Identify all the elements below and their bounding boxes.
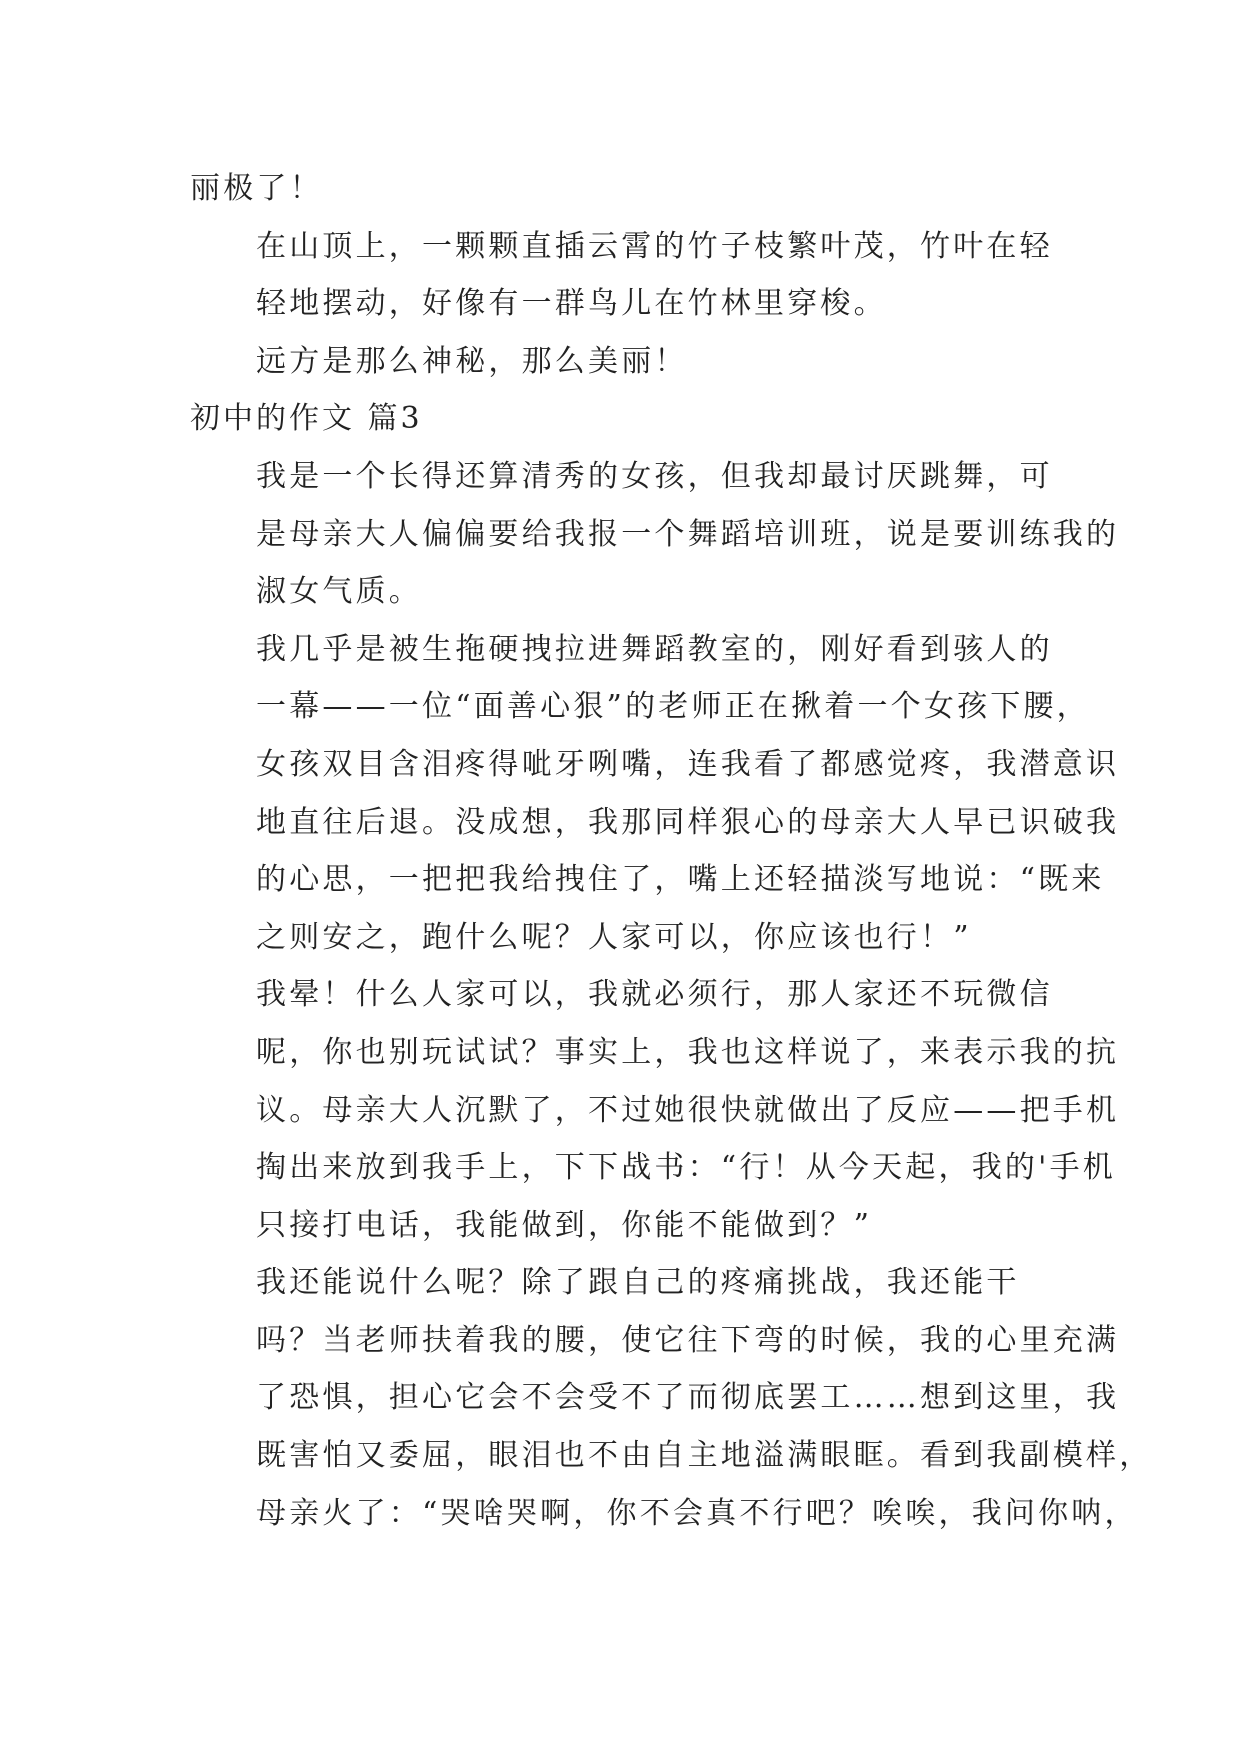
- text-line: 之则安之，跑什么呢？人家可以，你应该也行！”: [256, 919, 972, 955]
- text-line: 一幕——一位“面善心狠”的老师正在揪着一个女孩下腰，: [256, 689, 1090, 725]
- text-line: 母亲火了：“哭啥哭啊，你不会真不行吧？唉唉，我问你呐，: [256, 1495, 1138, 1531]
- text-line: 的心思，一把把我给拽住了，嘴上还轻描淡写地说：“既来: [256, 862, 1105, 898]
- paragraph: [190, 966, 1120, 1254]
- text-line: 丽极了！: [190, 171, 323, 206]
- paragraph: [190, 333, 1050, 391]
- text-line: 了恐惧，担心它会不会受不了而彻底罢工……想到这里，我: [256, 1380, 1120, 1416]
- text-line: 议。母亲大人沉默了，不过她很快就做出了反应——把手机: [256, 1092, 1120, 1128]
- text-line: 淑女气质。: [256, 574, 422, 610]
- paragraph: [190, 448, 1120, 621]
- text-line: 只接打电话，我能做到，你能不能做到？”: [256, 1207, 873, 1243]
- text-line: 我晕！什么人家可以，我就必须行，那人家还不玩微信: [256, 977, 1053, 1013]
- text-line: 呢，你也别玩试试？事实上，我也这样说了，来表示我的抗: [256, 1034, 1120, 1070]
- text-line: 是母亲大人偏偏要给我报一个舞蹈培训班，说是要训练我的: [256, 516, 1120, 552]
- paragraph: [190, 218, 1053, 333]
- text-line: 我几乎是被生拖硬拽拉进舞蹈教室的，刚好看到骇人的: [256, 631, 1053, 667]
- text-line: 轻地摆动，好像有一群鸟儿在竹林里穿梭。: [256, 286, 887, 322]
- text-line: 既害怕又委屈，眼泪也不由自主地溢满眼眶。看到我副模样，: [256, 1438, 1153, 1474]
- paragraph: [190, 1254, 1153, 1542]
- text-line: 地直往后退。没成想，我那同样狠心的母亲大人早已识破我: [256, 804, 1120, 840]
- paragraph: [190, 160, 1050, 218]
- text-line: 掏出来放到我手上，下下战书：“行！从今天起，我的'手机: [256, 1150, 1116, 1186]
- text-line: 远方是那么神秘，那么美丽！: [256, 343, 688, 379]
- document-body: [190, 160, 1153, 1542]
- paragraph: [190, 621, 1120, 967]
- text-line: 女孩双目含泪疼得呲牙咧嘴，连我看了都感觉疼，我潜意识: [256, 746, 1120, 782]
- text-line: 我是一个长得还算清秀的女孩，但我却最讨厌跳舞，可: [256, 458, 1053, 494]
- text-line: 我还能说什么呢？除了跟自己的疼痛挑战，我还能干: [256, 1265, 1020, 1301]
- text-line: 初中的作文 篇3: [190, 401, 423, 437]
- text-line: 吗？当老师扶着我的腰，使它往下弯的时候，我的心里充满: [256, 1322, 1120, 1358]
- section-heading: [190, 390, 1050, 448]
- text-line: 在山顶上，一颗颗直插云霄的竹子枝繁叶茂，竹叶在轻: [256, 228, 1053, 264]
